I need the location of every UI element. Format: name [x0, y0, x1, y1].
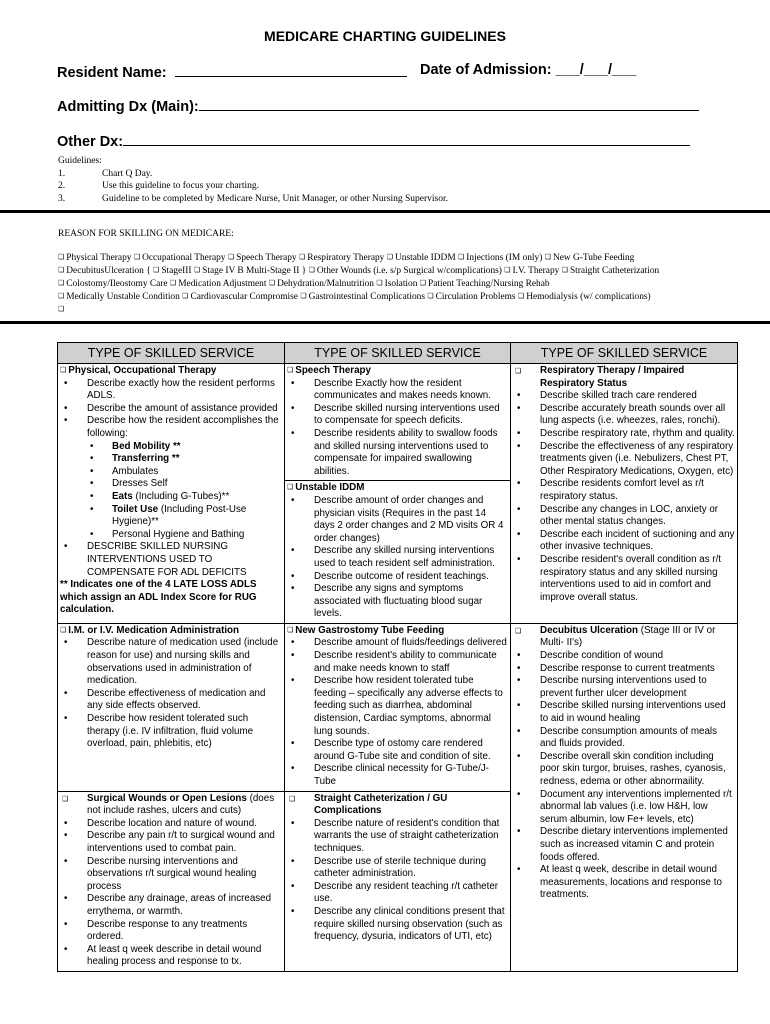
page-title: MEDICARE CHARTING GUIDELINES — [264, 28, 506, 44]
checkbox-icon: ❏ — [561, 266, 568, 274]
reason-checkbox[interactable]: ❏ Physical Therapy — [58, 253, 132, 263]
list-item: • Describe resident's ability to communicate and make needs known to staff — [287, 650, 508, 675]
list-item: • Ambulates — [60, 466, 282, 479]
checkbox-icon: ❏ — [515, 627, 522, 635]
list-item: • Describe any resident teaching r/t catheter use. — [287, 881, 508, 906]
reason-checkbox[interactable]: ❏ Medically Unstable Condition — [58, 292, 180, 302]
reason-checkbox[interactable]: ❏ Unstable IDDM — [386, 253, 456, 263]
list-item: • Describe any clinical conditions present that require skilled nursing observation (such as frequency, dysuria, indicators of UTI, etc) — [287, 906, 508, 944]
list-item: • Describe response to any treatments ordered. — [60, 919, 282, 944]
list-item: • Describe overall skin condition including poor skin turgor, bruises, rashes, cyanosis, redness, edema or other abnormaility. — [513, 751, 735, 789]
list-item: • Describe consumption amounts of meals and fluids provided. — [513, 726, 735, 751]
cell-unstable-iddm — [285, 481, 511, 624]
reason-checkbox[interactable]: ❏ New G-Tube Feeding — [544, 253, 635, 263]
checkbox-icon: ❏ — [60, 626, 67, 634]
checkbox-icon: ❏ — [289, 795, 296, 803]
list-item: • Describe resident's overall condition as r/t respiratory status and any skilled nursing interventions used to aid in comfort and improve overall status. — [513, 554, 735, 604]
list-item: • Describe location and nature of wound. — [60, 818, 282, 831]
reason-checkbox[interactable]: ❏ Injections (IM only) — [458, 253, 543, 263]
reason-line-2 — [58, 264, 758, 277]
list-item: • Describe dietary interventions implemented such as increased vitamin C and protein foods offered. — [513, 826, 735, 864]
checkbox-icon: ❏ — [427, 292, 434, 300]
reason-checkbox[interactable]: ❏ Isolation — [376, 279, 418, 289]
section-title[interactable]: ❏ Straight Catheterization / GU Complications — [289, 792, 448, 817]
checkbox-icon: ❏ — [133, 253, 141, 261]
reason-checkbox[interactable]: ❏ Cardiovascular Compromise — [182, 292, 298, 302]
checkbox-icon: ❏ — [419, 279, 427, 287]
divider — [0, 210, 770, 213]
list-item: • Describe outcome of resident teachings. — [287, 571, 508, 584]
guideline-item: 2. Use this guideline to focus your charting. — [58, 181, 259, 191]
list-item: • At least q week describe in detail wound healing process and response to tx. — [60, 944, 282, 969]
checkbox-icon: ❏ — [169, 279, 177, 287]
list-item: • Describe clinical necessity for G-Tube/J-Tube — [287, 763, 508, 788]
reason-heading: REASON FOR SKILLING ON MEDICARE: — [58, 229, 234, 239]
reason-checkbox[interactable]: ❏ Other Wounds (i.e. s/p Surgical w/complications) — [308, 266, 502, 276]
list-item: • DESCRIBE SKILLED NURSING INTERVENTIONS USED TO COMPENSATE FOR ADL DEFICITS — [60, 541, 282, 579]
list-item: • At least q week, describe in detail wound measurements, locations and response to treatments. — [513, 864, 735, 902]
list-item: • Describe use of sterile technique during catheter administration. — [287, 856, 508, 881]
reason-line-5 — [58, 303, 758, 316]
other-dx-line[interactable] — [123, 131, 690, 146]
list-item: • Describe nature of resident's condition that warrants the use of straight catheterization techniques. — [287, 818, 508, 856]
guidelines-heading: Guidelines: — [58, 156, 102, 166]
list-item: • Describe skilled nursing interventions used to compensate for speech deficits. — [287, 403, 508, 428]
list-item: • Describe how resident tolerated tube feeding – specifically any adverse effects to feeding such as diarrhea, abdominal distension, Cardiac symptoms, abnormal lung sounds. — [287, 675, 508, 738]
reason-checkbox[interactable]: ❏ Dehydration/Malnutrition — [268, 279, 374, 289]
list-item: • Describe each incident of suctioning and any other invasive techniques. — [513, 529, 735, 554]
admitting-dx-line[interactable] — [199, 96, 699, 111]
resident-name-line[interactable] — [175, 62, 407, 77]
list-item: • Describe any pain r/t to surgical wound and interventions used to combat pain. — [60, 830, 282, 855]
list-item: • Describe how the resident accomplishes the following: — [60, 415, 282, 440]
checkbox-icon: ❏ — [58, 279, 65, 287]
list-item: • Describe any signs and symptoms associated with fluctuating blood sugar levels. — [287, 583, 508, 621]
list-item: • Describe condition of wound — [513, 650, 735, 663]
list-item: • Describe residents ability to swallow foods and skilled nursing interventions used to compensate for impaired swallowing abilities. — [287, 428, 508, 478]
checkbox-icon: ❏ — [515, 368, 522, 375]
column-header: TYPE OF SKILLED SERVICE — [511, 343, 738, 364]
section-title[interactable]: ❏ Unstable IDDM — [287, 482, 365, 494]
checkbox-icon: ❏ — [386, 253, 393, 261]
checkbox-icon: ❏ — [60, 367, 67, 374]
reason-checkbox[interactable]: ❏ I.V. Therapy — [504, 266, 560, 276]
cell-gastrostomy-tube — [285, 623, 511, 791]
reason-checkbox[interactable]: ❏ DecubitusUlceration { — [58, 266, 151, 276]
reason-checkbox[interactable]: ❏ Gastrointestinal Complications — [300, 292, 425, 302]
cell-physical-therapy — [58, 364, 285, 624]
reason-checkbox[interactable]: ❏ Hemodialysis (w/ complications) — [517, 292, 651, 302]
checkbox-icon: ❏ — [376, 279, 383, 287]
reason-checkbox[interactable]: ❏ Occupational Therapy — [133, 253, 226, 263]
cell-surgical-wounds — [58, 791, 285, 971]
checkbox-icon: ❏ — [504, 266, 511, 274]
checkbox-icon: ❏ — [544, 253, 551, 261]
column-header: TYPE OF SKILLED SERVICE — [58, 343, 285, 364]
list-item: • Describe residents comfort level as r/t respiratory status. — [513, 478, 735, 503]
list-item: • Describe how resident tolerated such therapy (i.e. IV infiltration, fluid volume overload, pain, phlebitis, etc) — [60, 713, 282, 751]
list-item: • Document any interventions implemented r/t abnormal lab values (i.e. low H&H, low serum albumin, low Fe+ levels, etc) — [513, 789, 735, 827]
cell-decubitus-ulceration — [511, 623, 738, 971]
checkbox-icon: ❏ — [182, 292, 189, 300]
list-item: • Describe skilled trach care rendered — [513, 390, 735, 403]
checkbox-icon: ❏ — [58, 253, 65, 261]
section-title[interactable]: ❏ Physical, Occupational Therapy — [60, 365, 217, 376]
reason-checkbox[interactable]: ❏ Patient Teaching/Nursing Rehab — [419, 279, 550, 289]
admitting-dx-label: Admitting Dx (Main): — [57, 99, 199, 115]
section-title[interactable]: ❏ Surgical Wounds or Open Lesions (does not include rashes, ulcers and cuts) — [62, 792, 275, 817]
section-title[interactable]: ❏ Respiratory Therapy / Impaired Respiratory Status — [515, 365, 685, 389]
list-item: • Describe response to current treatments — [513, 663, 735, 676]
list-item: • Describe any drainage, areas of increased errythema, or warmth. — [60, 893, 282, 918]
list-item: • Describe any changes in LOC, anxiety or other mental status changes. — [513, 504, 735, 529]
section-title[interactable]: ❏ I.M. or I.V. Medication Administration — [60, 624, 240, 636]
date-of-admission-field[interactable]: Date of Admission: ___/___/___ — [420, 62, 637, 78]
checkbox-icon: ❏ — [300, 292, 307, 300]
list-item: • Dresses Self — [60, 478, 282, 491]
list-item: • Eats (Including G-Tubes)** — [60, 491, 282, 504]
list-item: • Describe nature of medication used (include reason for use) and nursing skills and observations used in administration of medication. — [60, 637, 282, 687]
reason-checkbox[interactable]: ❏ Straight Catheterization — [561, 266, 660, 276]
checkbox-icon: ❏ — [308, 266, 315, 274]
cell-medication-administration — [58, 623, 285, 791]
reason-line-4 — [58, 290, 758, 303]
list-item: • Describe the effectiveness of any respiratory treatments given (i.e. Nebulizers, Chest PT, Other Respiratory Medications, Oxygen, etc) — [513, 441, 735, 479]
checkbox-icon: ❏ — [287, 484, 294, 492]
reason-checkbox[interactable]: ❏ Stage IV B Multi-Stage II } — [193, 266, 307, 276]
reason-checkbox[interactable]: ❏ Medication Adjustment — [169, 279, 267, 289]
list-item: • Personal Hygiene and Bathing — [60, 529, 282, 542]
section-title[interactable]: ❏ Decubitus Ulceration (Stage III or IV or Multi- II's) — [515, 624, 716, 649]
admitting-dx-field[interactable] — [57, 96, 699, 115]
reason-line-3 — [58, 277, 758, 290]
list-item: • Bed Mobility ** — [60, 441, 282, 454]
section-title[interactable]: ❏ Speech Therapy — [287, 365, 371, 376]
guideline-item: 1. Chart Q Day. — [58, 168, 153, 179]
reason-checkbox[interactable]: ❏ Colostomy/Ileostomy Care — [58, 279, 168, 289]
checkbox-icon: ❏ — [58, 292, 65, 300]
cell-straight-catheterization — [285, 791, 511, 971]
reason-checkbox[interactable]: ❏ Circulation Problems — [427, 292, 516, 302]
list-item: • Describe Exactly how the resident communicates and makes needs known. — [287, 378, 508, 403]
other-dx-field[interactable] — [57, 131, 690, 150]
divider — [0, 321, 770, 324]
reason-line-1 — [58, 251, 758, 264]
list-item: • Describe any skilled nursing interventions used to teach resident self administration. — [287, 545, 508, 570]
other-dx-label: Other Dx: — [57, 134, 124, 150]
list-item: • Describe skilled nursing interventions used to aid in wound healing — [513, 700, 735, 725]
checkbox-icon: ❏ — [62, 795, 69, 803]
reason-checkbox-other[interactable] — [58, 305, 66, 315]
reason-checkbox[interactable]: ❏ StageIII — [153, 266, 192, 276]
note: ** Indicates one of the 4 LATE LOSS ADLS which assign an ADL Index Score for RUG calculation. — [60, 579, 257, 616]
checkbox-icon: ❏ — [458, 253, 465, 261]
checkbox-icon: ❏ — [58, 305, 65, 313]
checkbox-icon: ❏ — [227, 253, 235, 261]
list-item: • Describe type of ostomy care rendered around G-Tube site and condition of site. — [287, 738, 508, 763]
cell-speech-therapy — [285, 364, 511, 481]
resident-name-label: Resident Name: — [57, 65, 167, 81]
checkbox-icon: ❏ — [517, 292, 525, 300]
checkbox-icon: ❏ — [287, 626, 294, 634]
list-item: • Toilet Use (Including Post-Use Hygiene)** — [60, 504, 282, 529]
checkbox-icon: ❏ — [153, 266, 160, 274]
list-item: • Describe respiratory rate, rhythm and quality. — [513, 428, 735, 441]
list-item: • Describe nursing interventions used to prevent further ulcer development — [513, 675, 735, 700]
resident-name-field[interactable] — [57, 62, 407, 81]
column-header: TYPE OF SKILLED SERVICE — [285, 343, 511, 364]
checkbox-icon: ❏ — [268, 279, 276, 287]
section-title[interactable]: ❏ New Gastrostomy Tube Feeding — [287, 624, 445, 636]
checkbox-icon: ❏ — [58, 266, 65, 274]
list-item: • Describe accurately breath sounds over all lung aspects (i.e. wheezes, rales, ronchi). — [513, 403, 735, 428]
checkbox-icon: ❏ — [193, 266, 201, 274]
list-item: • Transferring ** — [60, 453, 282, 466]
list-item: • Describe the amount of assistance provided — [60, 403, 282, 416]
skilled-service-table — [57, 342, 738, 972]
reason-checkbox[interactable]: ❏ Speech Therapy — [227, 253, 297, 263]
guideline-item: 3. Guideline to be completed by Medicare Nurse, Unit Manager, or other Nursing Supervisor. — [58, 193, 449, 204]
list-item: • Describe exactly how the resident performs ADLS. — [60, 378, 282, 403]
guidelines — [58, 155, 448, 205]
list-item: • Describe amount of fluids/feedings delivered — [287, 637, 508, 650]
checkbox-icon: ❏ — [298, 253, 306, 261]
checkbox-icon: ❏ — [287, 367, 294, 374]
reason-checkbox[interactable]: ❏ Respiratory Therapy — [298, 253, 385, 263]
list-item: • Describe effectiveness of medication and any side effects observed. — [60, 688, 282, 713]
reason-checklist — [58, 251, 758, 316]
list-item: • Describe nursing interventions and observations r/t surgical wound healing process — [60, 856, 282, 894]
list-item: • Describe amount of order changes and physician visits (Requires in the past 14 days 2 order changes and 2 MD visits OR 4 order changes) — [287, 495, 508, 545]
cell-respiratory-therapy — [511, 364, 738, 624]
